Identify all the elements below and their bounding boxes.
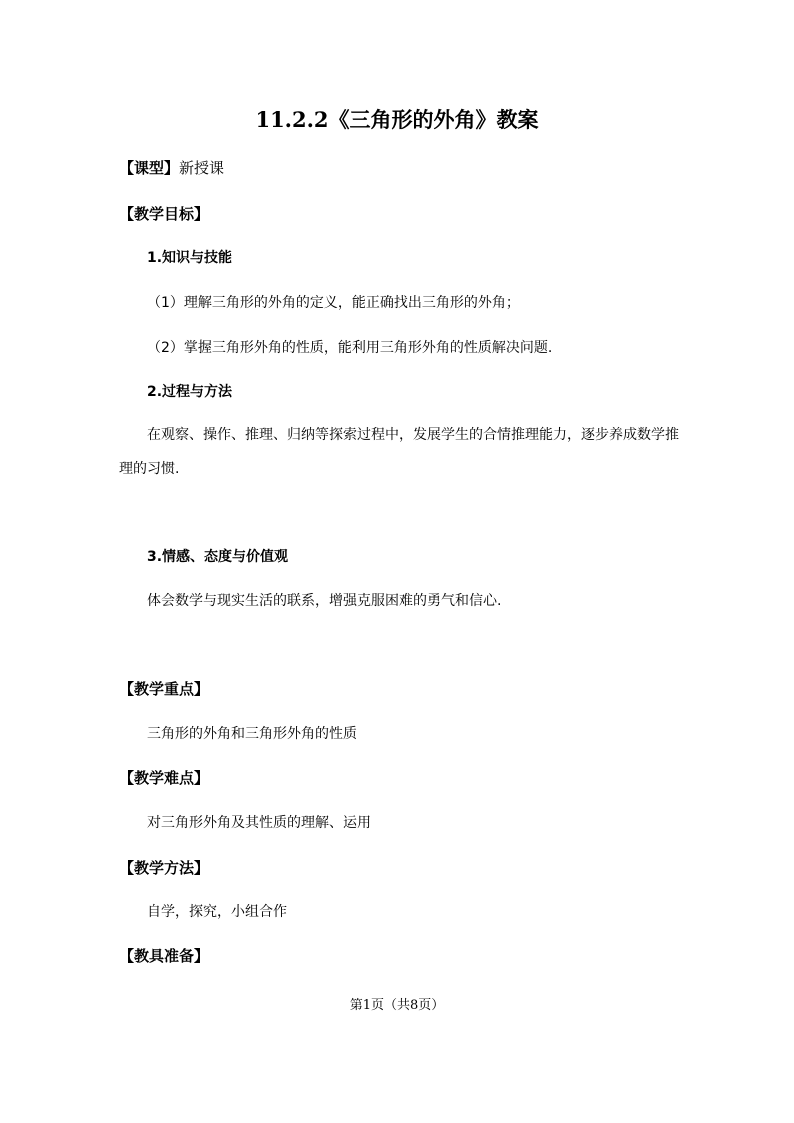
course-type-label: 【课型】 [119,159,180,177]
emotion-heading: 3.情感、态度与价值观 [147,549,289,565]
emotion-text: 体会数学与现实生活的联系，增强克服困难的勇气和信心. [147,593,502,609]
course-type-row [119,157,224,178]
document-title: 11.2.2《三角形的外角》教案 [255,107,539,132]
course-type-value: 新授课 [179,159,225,177]
knowledge-item-1: （1）理解三角形的外角的定义，能正确找出三角形的外角； [147,295,520,311]
process-text: 在观察、操作、推理、归纳等探索过程中，发展学生的合情推理能力，逐步养成数学推理的习惯. [119,427,679,477]
key-points-heading: 【教学重点】 [119,680,210,698]
objectives-heading: 【教学目标】 [119,205,210,223]
difficulties-heading: 【教学难点】 [119,769,210,787]
difficulties-text: 对三角形外角及其性质的理解、运用 [147,815,371,831]
process-heading: 2.过程与方法 [147,384,233,400]
knowledge-item-2: （2）掌握三角形外角的性质，能利用三角形外角的性质解决问题. [147,340,553,356]
key-points-text: 三角形的外角和三角形外角的性质 [147,726,357,742]
methods-text: 自学，探究，小组合作 [147,904,287,920]
page-footer: 第1页（共8页） [349,998,445,1013]
tools-heading: 【教具准备】 [119,947,210,965]
knowledge-heading: 1.知识与技能 [147,250,233,266]
methods-heading: 【教学方法】 [119,859,210,877]
